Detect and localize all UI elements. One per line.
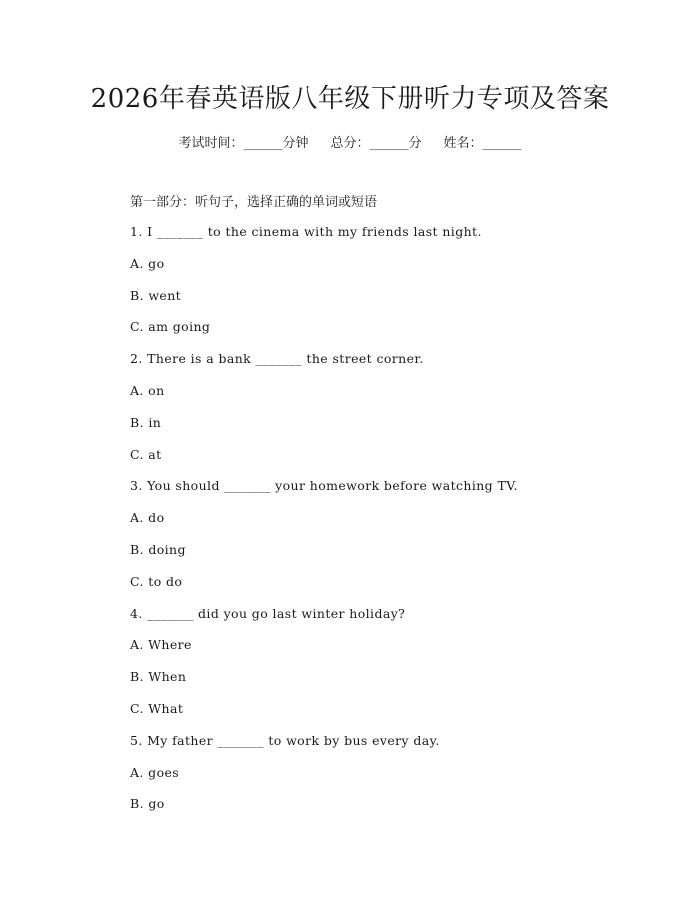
question-stem: 1. I _______ to the cinema with my friends last night. [130,224,482,239]
document-title: 2026年春英语版八年级下册听力专项及答案 [90,84,610,114]
answer-option: A. do [130,510,165,526]
exam-info-line [0,132,700,151]
answer-option: B. went [130,287,182,303]
answer-option: C. at [130,446,162,462]
answer-option: A. Where [130,637,192,653]
answer-option: B. in [130,414,162,430]
question-stem: 4. _______ did you go last winter holiday? [130,605,406,621]
question-stem: 2. There is a bank _______ the street corner. [130,351,424,367]
section-heading: 第一部分：听句子，选择正确的单词或短语 [130,195,378,210]
answer-option: C. to do [130,573,183,589]
answer-option: A. on [130,382,165,398]
exam-name-field: 姓名：______ [443,136,522,151]
question-stem: 5. My father _______ to work by bus every day. [130,732,440,748]
answer-option: C. What [130,700,184,716]
question-stem: 3. You should _______ your homework before watching TV. [130,478,518,494]
answer-option: C. am going [130,319,211,335]
answer-option: A. go [130,255,165,271]
answer-option: A. goes [130,764,180,780]
question-list [130,222,650,826]
answer-option: B. When [130,669,187,685]
answer-option: B. go [130,796,165,812]
exam-time-field: 考试时间：______分钟 [178,136,309,151]
answer-option: B. doing [130,541,186,557]
exam-score-field: 总分：______分 [330,136,422,151]
